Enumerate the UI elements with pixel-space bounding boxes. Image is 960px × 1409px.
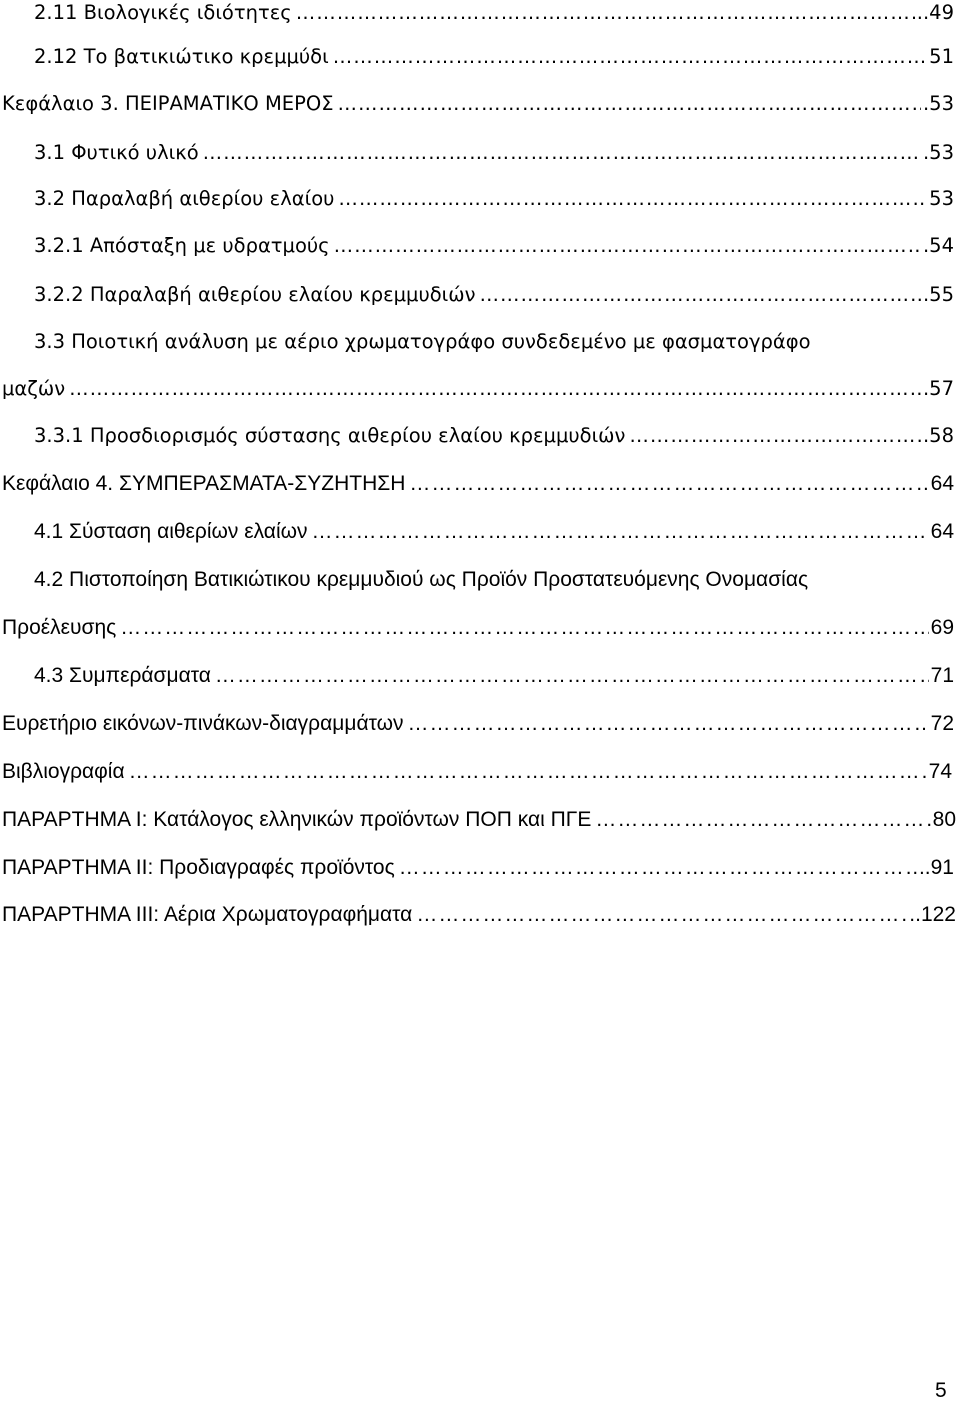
toc-entry — [2, 755, 952, 789]
toc-page-number: 71 — [930, 664, 954, 687]
toc-entry-title: Κεφάλαιο 3. ΠΕΙΡΑΜΑΤΙΚΟ ΜΕΡΟΣ — [2, 92, 334, 115]
toc-leader — [595, 803, 930, 837]
toc-entry — [2, 372, 954, 406]
toc-page-number: .54 — [922, 234, 954, 257]
toc-entry — [34, 229, 954, 263]
toc-entry — [2, 87, 954, 121]
toc-entry-title: 3.1 Φυτικό υλικό — [34, 141, 199, 164]
page-number: 5 — [935, 1379, 947, 1402]
toc-leader — [629, 419, 921, 453]
toc-leader — [312, 515, 929, 549]
toc-leader — [333, 40, 927, 74]
toc-leader — [203, 136, 921, 170]
toc-page-number: .55 — [922, 283, 954, 306]
toc-page-number: .53 — [922, 141, 954, 164]
toc-entry-title: 3.2.2 Παραλαβή αιθερίου ελαίου κρεμμυδιών — [34, 283, 476, 306]
toc-leader — [334, 229, 921, 263]
toc-leader — [399, 851, 923, 885]
toc-entry-title: 4.2 Πιστοποίηση Βατικιώτικου κρεμμυδιού ως Προϊόν Προστατευόμενης Ονομασίας — [34, 568, 809, 591]
toc-entry-title: 3.2.1 Απόσταξη με υδρατμούς — [34, 234, 330, 257]
toc-entry-title: Κεφάλαιο 4. ΣΥΜΠΕΡΑΣΜΑΤΑ-ΣΥΖΗΤΗΣΗ — [2, 472, 406, 495]
toc-page-number: ..122 — [909, 903, 956, 926]
toc-entry-title: 2.11 Βιολογικές ιδιότητες — [34, 1, 292, 24]
toc-entry — [34, 182, 954, 216]
toc-entry-title: Βιβλιογραφία — [2, 760, 125, 783]
toc-leader — [409, 467, 928, 501]
toc-entry-title: 3.2 Παραλαβή αιθερίου ελαίου — [34, 187, 335, 210]
toc-page-number: 51 — [929, 45, 954, 68]
toc-leader — [296, 0, 915, 30]
toc-page-number: .57 — [922, 377, 954, 400]
toc-entry — [2, 803, 956, 837]
toc-leader — [407, 707, 928, 741]
toc-leader — [338, 182, 927, 216]
toc-entry-title: ΠΑΡΑΡΤΗΜΑ ΙΙΙ: Αέρια Χρωματογραφήματα — [2, 903, 413, 926]
toc-entry — [2, 851, 954, 885]
toc-leader — [120, 611, 928, 645]
toc-entry-title: 3.3 Ποιοτική ανάλυση με αέριο χρωματογράφο συνδεδεμένο με φασματογράφο — [34, 330, 811, 353]
toc-entry — [2, 898, 956, 932]
toc-leader — [338, 87, 921, 121]
toc-entry-title: Ευρετήριο εικόνων-πινάκων-διαγραμμάτων — [2, 712, 404, 735]
toc-page-number: 53 — [929, 187, 954, 210]
toc-page-number: 74 — [928, 760, 952, 783]
toc-entry — [34, 0, 954, 30]
toc-leader — [479, 278, 921, 312]
toc-page-number: 72 — [930, 712, 954, 735]
toc-leader — [69, 372, 921, 406]
toc-entry — [34, 136, 954, 170]
toc-page-number: 69 — [930, 616, 954, 639]
toc-page-number: 64 — [930, 520, 954, 543]
toc-leader — [416, 898, 907, 932]
toc-page-number: 80 — [932, 808, 956, 831]
toc-entry — [34, 40, 954, 74]
toc-page-number: .58 — [922, 424, 954, 447]
toc-entry-title: 2.12 Το βατικιώτικο κρεμμύδι — [34, 45, 329, 68]
toc-entry-title: μαζών — [2, 377, 66, 400]
toc-entry-title: 3.3.1 Προσδιορισμός σύστασης αιθερίου ελαίου κρεμμυδιών — [34, 424, 626, 447]
toc-entry-title: 4.3 Συμπεράσματα — [34, 664, 211, 687]
toc-entry — [34, 563, 954, 597]
toc-page-number: ..49 — [916, 1, 954, 24]
toc-entry — [2, 467, 954, 501]
toc-page-number: 64 — [930, 472, 954, 495]
toc-entry-title: Προέλευσης — [2, 616, 117, 639]
toc-entry — [34, 278, 954, 312]
toc-entry-title: 4.1 Σύσταση αιθερίων ελαίων — [34, 520, 308, 543]
toc-entry — [34, 325, 954, 359]
toc-entry-title: ΠΑΡΑΡΤΗΜΑ ΙΙ: Προδιαγραφές προϊόντος — [2, 856, 395, 879]
toc-leader — [129, 755, 927, 789]
toc-entry — [2, 707, 954, 741]
toc-page-number: .53 — [922, 92, 954, 115]
toc-entry — [2, 611, 954, 645]
toc-entry — [34, 419, 954, 453]
toc-entry — [34, 659, 954, 693]
toc-leader — [215, 659, 929, 693]
toc-entry — [34, 515, 954, 549]
toc-page-number: .91 — [924, 856, 954, 879]
toc-entry-title: ΠΑΡΑΡΤΗΜΑ Ι: Κατάλογος ελληνικών προϊόντων ΠΟΠ και ΠΓΕ — [2, 808, 592, 831]
